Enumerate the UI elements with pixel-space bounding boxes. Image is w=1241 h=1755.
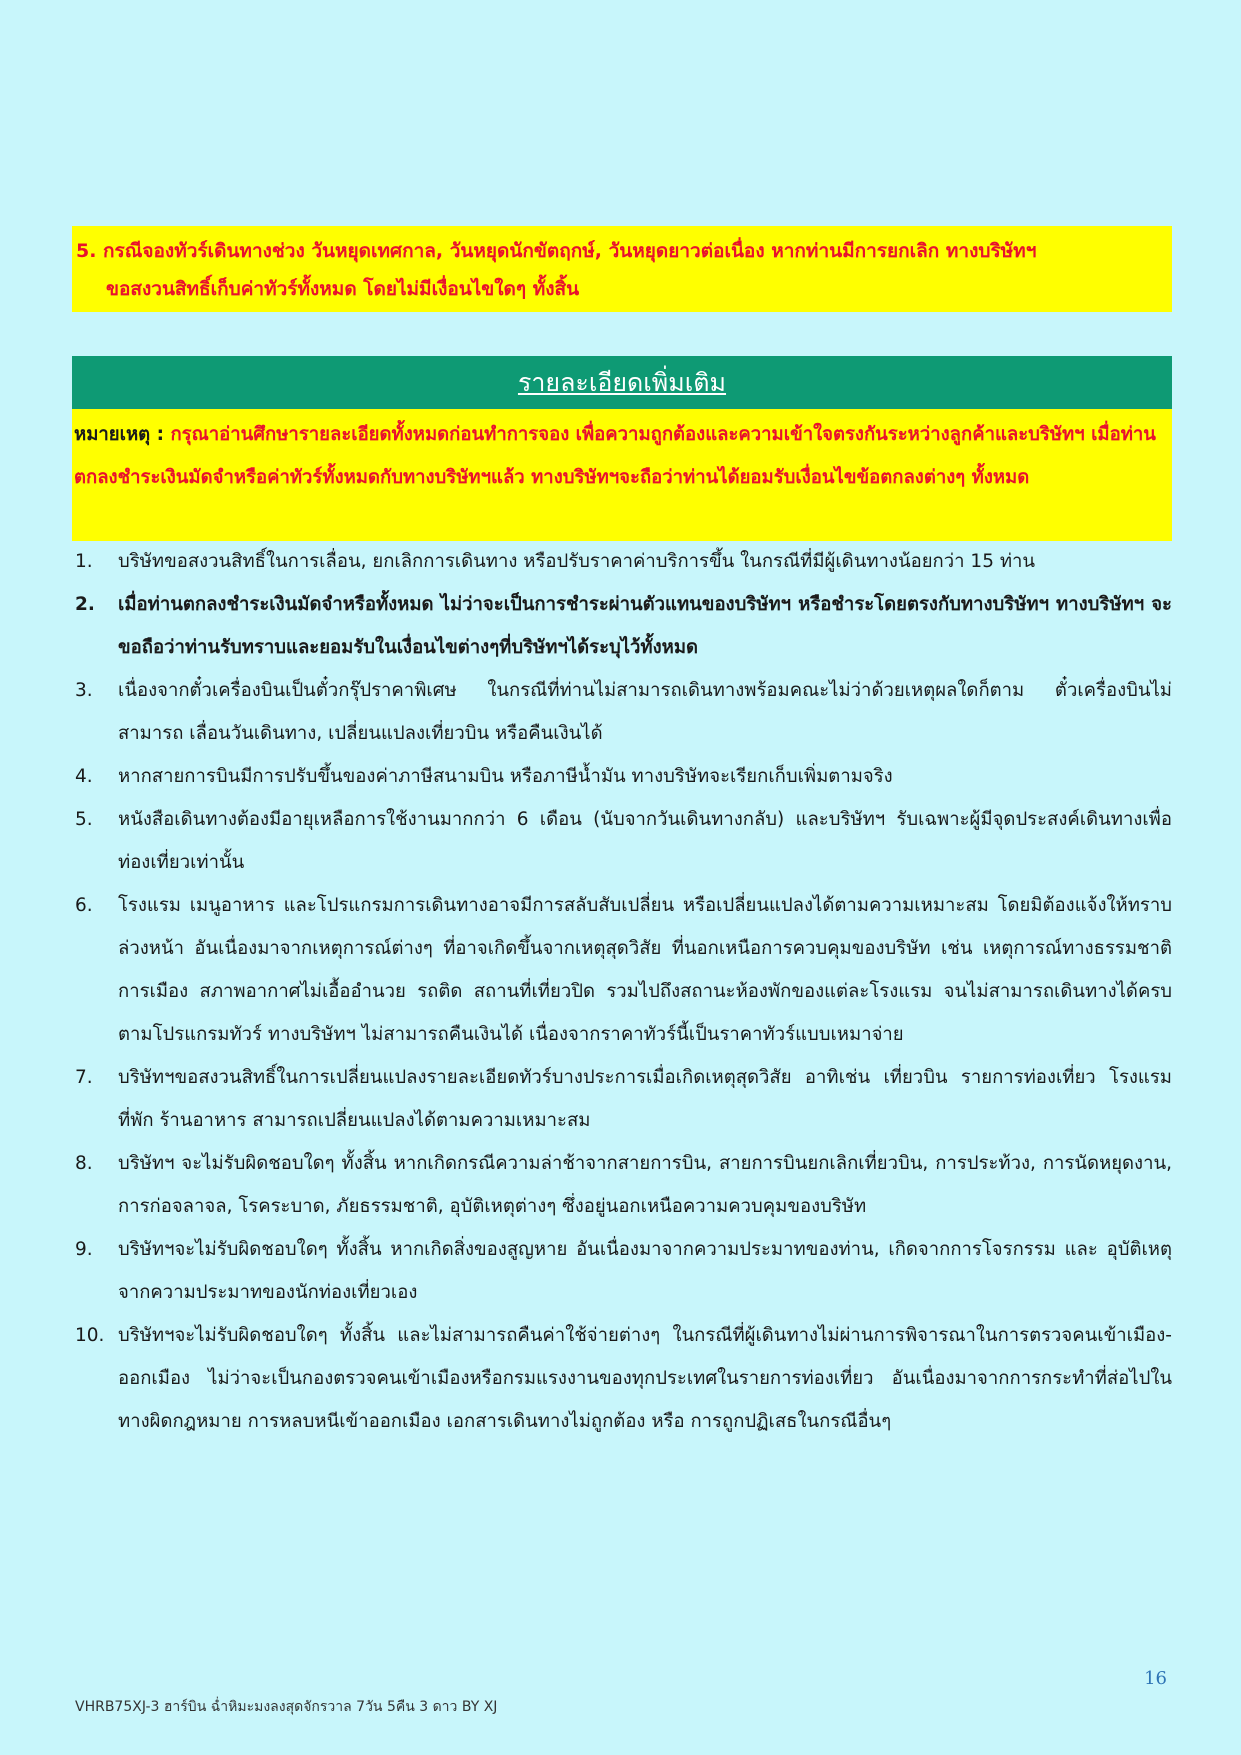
term-number: 8. [75, 1153, 93, 1174]
term-number: 6. [75, 895, 93, 916]
term-item [72, 1228, 1172, 1314]
term-text: เนื่องจากตั๋วเครื่องบินเป็นตั๋วกรุ๊ปราคาพิเศษ ในกรณีที่ท่านไม่สามารถเดินทางพร้อมคณะไม่ว่าด้วยเหตุผลใดก็ตาม ตั๋วเครื่องบินไม่สามารถ เลื่อนวันเดินทาง, เปลี่ยนแปลงเที่ยวบิน หรือคืนเงินได้ [118, 680, 1172, 744]
term-number: 9. [75, 1239, 93, 1260]
term-number: 2. [75, 594, 95, 615]
cancellation-notice [72, 226, 1172, 312]
term-item [72, 669, 1172, 755]
term-text: บริษัทฯ จะไม่รับผิดชอบใดๆ ทั้งสิ้น หากเกิดกรณีความล่าช้าจากสายการบิน, สายการบินยกเลิกเที่ยวบิน, การประท้วง, การนัดหยุดงาน, การก่อจลาจล, โรคระบาด, ภัยธรรมชาติ, อุบัติเหตุต่างๆ ซึ่งอยู่นอกเหนือความควบคุมของบริษัท [118, 1153, 1172, 1217]
term-number: 10. [75, 1325, 105, 1346]
term-item [72, 755, 1172, 798]
details-title: รายละเอียดเพิ่มเติม [517, 368, 727, 397]
term-text: โรงแรม เมนูอาหาร และโปรแกรมการเดินทางอาจมีการสลับสับเปลี่ยน หรือเปลี่ยนแปลงได้ตามความเหมาะสม โดยมิต้องแจ้งให้ทราบล่วงหน้า อันเนื่องมาจากเหตุการณ์ต่างๆ ที่อาจเกิดขึ้นจากเหตุสุดวิสัย ที่นอกเหนือการควบคุมของบริษัท เช่น เหตุการณ์ทางธรรมชาติ การเมือง สภาพอากาศไม่เอื้ออำนวย รถติด สถานที่เที่ยวปิด รวมไปถึงสถานะห้องพักของแต่ละโรงแรม จนไม่สามารถเดินทางได้ครบตามโปรแกรมทัวร์ ทางบริษัทฯ ไม่สามารถคืนเงินได้ เนื่องจากราคาทัวร์นี้เป็นราคาทัวร์แบบเหมาจ่าย [118, 895, 1172, 1045]
term-item [72, 583, 1172, 669]
term-text: บริษัทฯขอสงวนสิทธิ์ในการเปลี่ยนแปลงรายละเอียดทัวร์บางประการเมื่อเกิดเหตุสุดวิสัย อาทิเช่น เที่ยวบิน รายการท่องเที่ยว โรงแรมที่พัก ร้านอาหาร สามารถเปลี่ยนแปลงได้ตามความเหมาะสม [118, 1067, 1172, 1131]
page-number: 16 [1144, 1668, 1167, 1689]
footer-tour-code: VHRB75XJ-3 ฮาร์บิน ฉ่ำหิมะมงลงสุดจักรวาล 7วัน 5คืน 3 ดาว BY XJ [75, 1699, 498, 1715]
terms-list [72, 540, 1172, 1443]
term-item [72, 1056, 1172, 1142]
term-item [72, 1142, 1172, 1228]
term-text: บริษัทขอสงวนสิทธิ์ในการเลื่อน, ยกเลิกการเดินทาง หรือปรับราคาค่าบริการขึ้น ในกรณีที่มีผู้เดินทางน้อยกว่า 15 ท่าน [118, 551, 1036, 572]
term-text: บริษัทฯจะไม่รับผิดชอบใดๆ ทั้งสิ้น หากเกิดสิ่งของสูญหาย อันเนื่องมาจากความประมาทของท่าน, เกิดจากการโจรกรรม และ อุบัติเหตุจากความประมาทของนักท่องเที่ยวเอง [118, 1239, 1172, 1303]
term-item [72, 884, 1172, 1056]
term-item [72, 798, 1172, 884]
term-number: 3. [75, 680, 93, 701]
term-item [72, 540, 1172, 583]
term-text: หากสายการบินมีการปรับขึ้นของค่าภาษีสนามบิน หรือภาษีน้ำมัน ทางบริษัทจะเรียกเก็บเพิ่มตามจริง [118, 766, 893, 787]
term-text: เมื่อท่านตกลงชำระเงินมัดจำหรือทั้งหมด ไม่ว่าจะเป็นการชำระผ่านตัวแทนของบริษัทฯ หรือชำระโดยตรงกับทางบริษัทฯ ทางบริษัทฯ จะขอถือว่าท่านรับทราบและยอมรับในเงื่อนไขต่างๆที่บริษัทฯได้ระบุไว้ทั้งหมด [118, 594, 1172, 658]
note-box [72, 409, 1172, 541]
details-header [72, 356, 1172, 409]
term-text: หนังสือเดินทางต้องมีอายุเหลือการใช้งานมากกว่า 6 เดือน (นับจากวันเดินทางกลับ) และบริษัทฯ รับเฉพาะผู้มีจุดประสงค์เดินทางเพื่อท่องเที่ยวเท่านั้น [118, 809, 1172, 873]
term-text: บริษัทฯจะไม่รับผิดชอบใดๆ ทั้งสิ้น และไม่สามารถคืนค่าใช้จ่ายต่างๆ ในกรณีที่ผู้เดินทางไม่ผ่านการพิจารณาในการตรวจคนเข้าเมือง-ออกเมือง ไม่ว่าจะเป็นกองตรวจคนเข้าเมืองหรือกรมแรงงานของทุกประเทศในรายการท่องเที่ยว อันเนื่องมาจากการกระทำที่ส่อไปในทางผิดกฎหมาย การหลบหนีเข้าออกเมือง เอกสารเดินทางไม่ถูกต้อง หรือ การถูกปฏิเสธในกรณีอื่นๆ [118, 1325, 1172, 1432]
note-text: กรุณาอ่านศึกษารายละเอียดทั้งหมดก่อนทำการจอง เพื่อความถูกต้องและความเข้าใจตรงกันระหว่างลูกค้าและบริษัทฯ เมื่อท่านตกลงชำระเงินมัดจำหรือค่าทัวร์ทั้งหมดกับทางบริษัทฯแล้ว ทางบริษัทฯจะถือว่าท่านได้ยอมรับเงื่อนไขข้อตกลงต่างๆ ทั้งหมด [74, 424, 1156, 488]
note-label: หมายเหตุ : [74, 424, 164, 445]
term-number: 7. [75, 1067, 93, 1088]
term-number: 4. [75, 766, 93, 787]
term-item [72, 1314, 1172, 1443]
cancellation-notice-line2: ขอสงวนสิทธิ์เก็บค่าทัวร์ทั้งหมด โดยไม่มีเงื่อนไขใดๆ ทั้งสิ้น [106, 278, 580, 300]
cancellation-notice-line1: 5. กรณีจองทัวร์เดินทางช่วง วันหยุดเทศกาล, วันหยุดนักขัตฤกษ์, วันหยุดยาวต่อเนื่อง หากท่านมีการยกเลิก ทางบริษัทฯ [76, 240, 1037, 262]
term-number: 5. [75, 809, 93, 830]
term-number: 1. [75, 551, 93, 572]
